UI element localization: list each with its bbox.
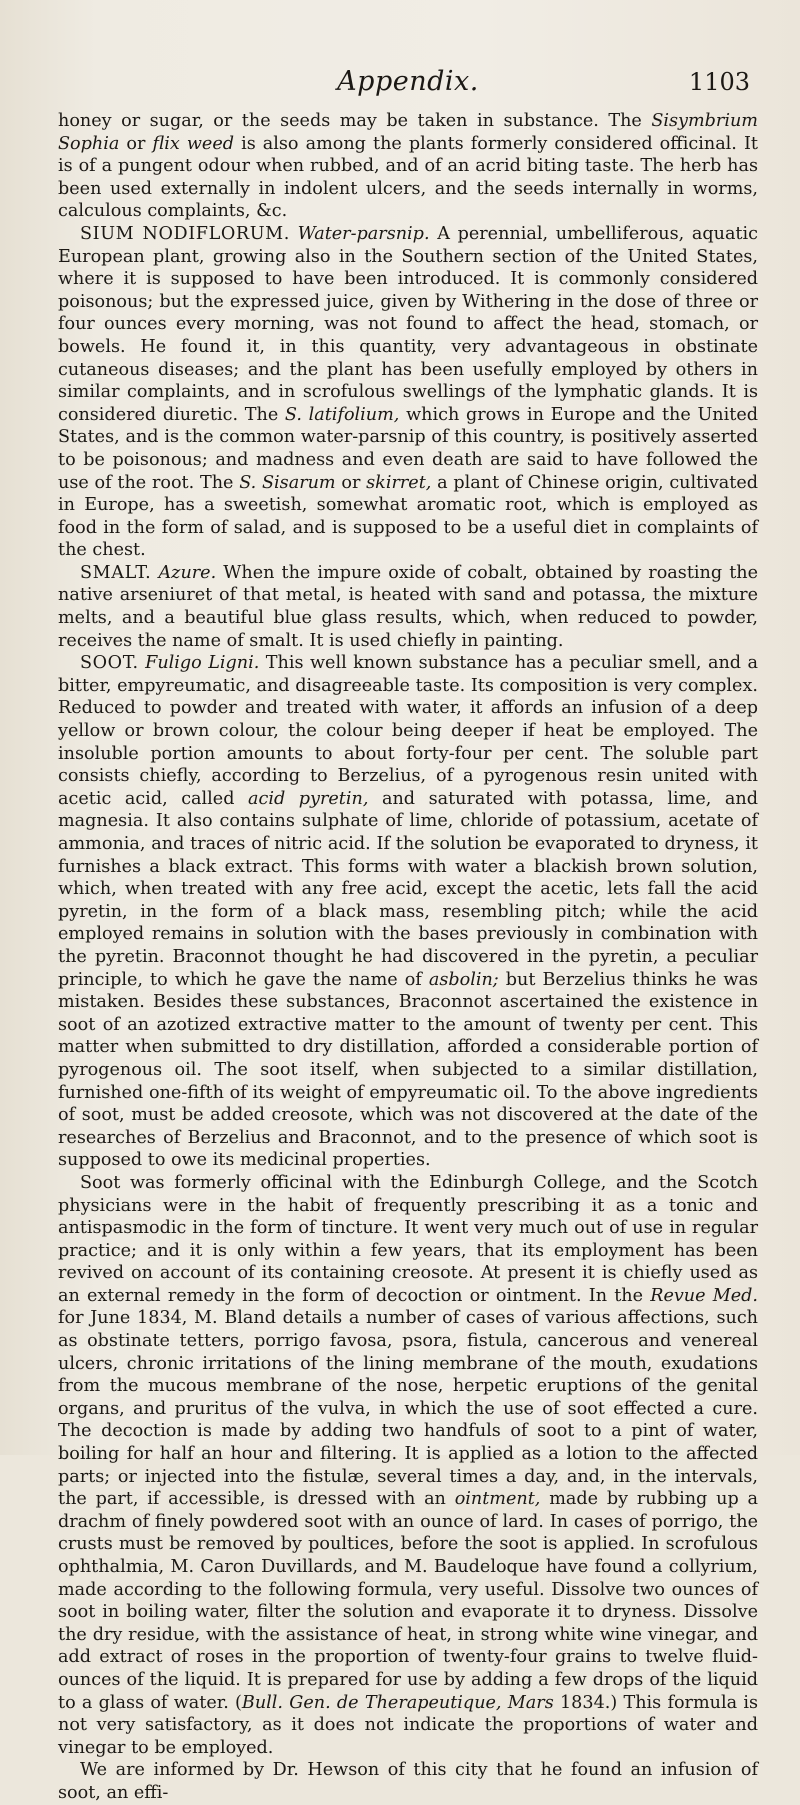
page-number: 1103 <box>688 68 750 96</box>
text-run: for June 1834, M. Bland details a number of cases of various affections, such as obstinate tetters, porrigo favosa, psora, fistula, cancerous and venereal ulcers, chronic irritations of the lining membrane of the mouth, exudations from the mucous membrane of the nose, herpetic eruptions of the genital organs, and pruritus of the vulva, in which the use of soot effected a cure. The decoction is made by adding two handfuls of soot to a pint of water, boiling for half an hour and filtering. It is applied as a lotion to the affected parts; or injected into the fistulæ, several times a day, and, in the intervals, the part, if accessible, is dressed with an <box>58 1308 758 1510</box>
text-run: is also among the plants formerly considered officinal. It is of a pungent odour when rubbed, and of an acrid biting taste. The herb has been used externally in indolent ulcers, and the seeds internally in worms, calculous complaints, &c. <box>58 133 758 222</box>
paragraph <box>58 1759 758 1804</box>
text-run: or <box>119 133 153 154</box>
italic-text: Revue Med. <box>650 1285 759 1306</box>
body-text <box>58 110 758 1805</box>
entry-heading: SIUM NODIFLORUM. <box>80 223 290 244</box>
italic-text: S. latifolium, <box>284 404 400 425</box>
paragraph <box>58 652 758 1172</box>
text-run: Soot was formerly officinal with the Edinburgh College, and the Scotch physicians were in the habit of frequently prescribing it as a tonic and antispasmodic in the form of tincture. It went very much out of use in regular practice; and it is only within a few years, that its employment has been revived on account of its containing creosote. At present it is chiefly used as an external remedy in the form of decoction or ointment. In the <box>58 1172 758 1306</box>
italic-text: Bull. Gen. de Therapeutique, Mars <box>241 1692 554 1713</box>
text-run: This well known substance has a peculiar smell, and a bitter, empyreumatic, and disagreeable taste. Its composition is very complex. Reduced to powder and treated with water, it affords an infusion of a deep yellow or brown colour, the colour being deeper if heat be employed. The insoluble portion amounts to about forty-four per cent. The soluble part consists chiefly, according to Berzelius, of a pyrogenous resin united with acetic acid, called <box>58 653 758 809</box>
italic-text: skirret, <box>366 472 432 493</box>
paragraph <box>58 562 758 652</box>
text-run: made by rubbing up a drachm of finely powdered soot with an ounce of lard. In cases of porrigo, the crusts must be removed by poultices, before the soot is applied. In scrofulous ophthalmia, M. Caron Duvillards, and M. Baudeloque have found a collyrium, made according to the following formula, very useful. Dissolve two ounces of soot in boiling water, filter the solution and evaporate it to dryness. Dissolve the dry residue, with the assistance of heat, in strong white wine vinegar, and add extract of roses in the proportion of twenty-four grains to twelve fluid-ounces of the liquid. It is prepared for use by adding a few drops of the liquid to a glass of water. ( <box>58 1489 758 1713</box>
italic-text: asbolin; <box>428 969 499 990</box>
text-run <box>290 224 298 244</box>
italic-text: Water-parsnip. <box>297 223 430 244</box>
text-run: but Berzelius thinks he was mistaken. Besides these substances, Braconnot ascertained the existence in soot of an azotized extractive matter to the amount of twenty per cent. This matter when submitted to dry distillation, afforded a considerable portion of pyrogenous oil. The soot itself, when subjected to a similar distillation, furnished one-fifth of its weight of empyreumatic oil. To the above ingredients of soot, must be added creosote, which was not discovered at the date of the researches of Berzelius and Braconnot, and to the presence of which soot is supposed to owe its medicinal properties. <box>58 969 758 1171</box>
running-title: Appendix. <box>337 66 479 97</box>
italic-text: flix weed <box>152 133 234 154</box>
italic-text: acid pyretin, <box>248 788 369 809</box>
italic-text: S. Sisarum <box>239 472 336 493</box>
text-run: a plant of Chinese origin, cultivated in Europe, has a sweetish, somewhat aromatic root, which is employed as food in the form of salad, and is supposed to be a useful diet in complaints of the chest. <box>58 472 759 561</box>
paragraph <box>58 1172 758 1759</box>
running-head <box>58 66 758 110</box>
italic-text: Sisymbrium Sophia <box>58 111 758 154</box>
text-run: or <box>335 472 367 493</box>
text-run: We are informed by Dr. Hewson of this city that he found an infusion of soot, an effi- <box>58 1760 758 1803</box>
paragraph <box>58 223 758 562</box>
entry-heading: SMALT. <box>80 562 152 583</box>
entry-heading: SOOT. <box>80 653 139 674</box>
text-run: and saturated with potassa, lime, and magnesia. It also contains sulphate of lime, chloride of potassium, acetate of ammonia, and traces of nitric acid. If the solution be evaporated to dryness, it furnishes a black extract. This forms with water a blackish brown solution, which, when treated with any free acid, except the acetic, lets fall the acid pyretin, in the form of a black mass, resembling pitch; while the acid employed remains in solution with the bases previously in combination with the pyretin. Braconnot thought he had discovered in the pyretin, a peculiar principle, to which he gave the name of <box>58 788 758 990</box>
italic-text: Fuligo Ligni. <box>145 653 260 674</box>
text-run: honey or sugar, or the seeds may be taken in substance. The <box>58 111 652 131</box>
paragraph <box>58 110 758 223</box>
italic-text: ointment, <box>454 1489 541 1510</box>
text-run: When the impure oxide of cobalt, obtained by roasting the native arseniuret of that metal, is heated with sand and potassa, the mixture melts, and a beautiful blue glass results, which, when reduced to powder, receives the name of smalt. It is used chiefly in painting. <box>58 562 759 651</box>
text-run: which grows in Europe and the United States, and is the common water-parsnip of this country, is positively asserted to be poisonous; and madness and even death are said to have followed the use of the root. The <box>58 404 758 493</box>
italic-text: Azure. <box>158 562 217 583</box>
text-run: A perennial, umbelliferous, aquatic European plant, growing also in the Southern section of the United States, where it is supposed to have been introduced. It is commonly considered poisonous; but the expressed juice, given by Withering in the dose of three or four ounces every morning, was not found to affect the head, stomach, or bowels. He found it, in this quantity, very advantageous in obstinate cutaneous diseases; and the plant has been usefully employed by others in similar complaints, and in scrofulous swellings of the lymphatic glands. It is considered diuretic. The <box>58 223 758 425</box>
text-run: 1834.) This formula is not very satisfactory, as it does not indicate the proportions of water and vinegar to be employed. <box>58 1692 758 1758</box>
